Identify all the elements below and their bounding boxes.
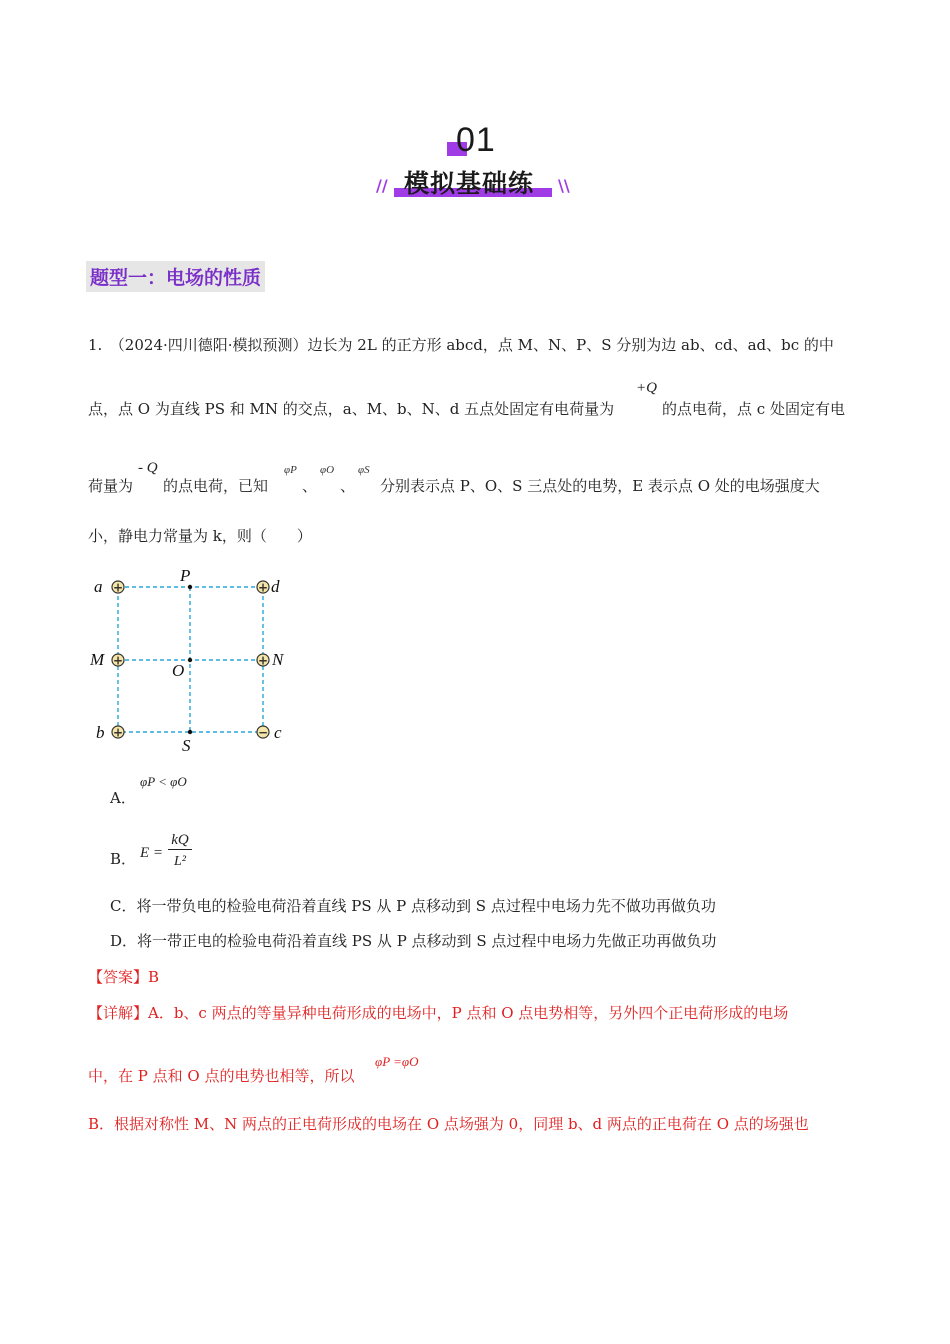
label-n: N [272,650,284,669]
label-o: O [172,661,185,680]
option-b-denominator: L² [174,854,186,869]
charge-d [257,581,269,595]
left-decoration: // [376,176,388,195]
option-c: C．将一带负电的检验电荷沿着直线 PS 从 P 点移动到 S 点过程中电场力先不做功再做负功 [110,897,716,915]
option-a-label: A． [110,789,136,807]
svg-text:+: + [112,580,124,595]
label-p: P [180,566,191,585]
charge-a [112,581,124,595]
option-b-numerator: kQ [168,831,192,850]
option-a-formula: φP < φO [140,774,187,789]
detail-line-1: 【详解】A．b、c 两点的等量异种电荷形成的电场中，P 点和 O 点电势相等，另外四个正电荷形成的电场 [88,1004,789,1022]
svg-text:+: + [257,653,269,668]
phi-o-symbol: φO [320,464,335,476]
label-s: S [182,736,191,755]
svg-text:+: + [112,653,124,668]
charge-m [112,654,124,668]
section-number: 01 [456,121,496,159]
svg-text:+: + [112,725,124,740]
label-d: d [271,577,280,596]
section-heading: 题型一：电场的性质 [86,261,265,292]
detail-formula: φP =φO [375,1054,419,1069]
label-m: M [90,650,105,669]
label-b: b [96,723,105,742]
separator-2: 、 [340,477,356,495]
charge-minus-q: - Q [138,460,158,476]
charge-c [257,726,269,740]
option-d: D．将一带正电的检验电荷沿着直线 PS 从 P 点移动到 S 点过程中电场力先做正功再做负功 [110,932,717,950]
question-line-2: 点，点 O 为直线 PS 和 MN 的交点，a、M、b、N、d 五点处固定有电荷量为 [88,400,615,418]
phi-p-symbol: φP [284,464,297,476]
svg-text:+: + [257,580,269,595]
question-line-3-end: 分别表示点 P、O、S 三点处的电势，E 表示点 O 处的电场强度大 [380,477,820,495]
phi-s-symbol: φS [358,464,370,476]
question-line-1: 1. （2024·四川德阳·模拟预测）边长为 2L 的正方形 abcd，点 M、N、P、S 分别为边 ab、cd、ad、bc 的中 [88,336,834,354]
question-line-3: 荷量为 [88,477,134,495]
question-line-2-end: 的点电荷，点 c 处固定有电 [662,400,845,418]
square-charge-diagram [86,565,296,760]
charge-b [112,726,124,740]
detail-line-2: 中，在 P 点和 O 点的电势也相等，所以 [88,1067,355,1085]
point-o-dot [188,658,192,662]
svg-text:−: − [257,725,269,740]
label-c: c [274,723,282,742]
charge-plus-q: +Q [636,380,657,396]
separator-1: 、 [302,477,318,495]
point-p-dot [188,585,192,589]
detail-line-3: B．根据对称性 M、N 两点的正电荷形成的电场在 O 点场强为 0，同理 b、d 两点的正电荷在 O 点的场强也 [88,1115,809,1133]
right-decoration: \\ [558,176,570,195]
label-a: a [94,577,103,596]
option-b-lhs: E = [140,845,164,861]
point-s-dot [188,730,192,734]
page-title: 模拟基础练 [404,169,535,198]
question-line-3-mid: 的点电荷，已知 [163,477,269,495]
question-line-4: 小，静电力常量为 k，则（ ） [88,527,312,545]
charge-n [257,654,269,668]
answer-label: 【答案】B [88,968,160,986]
option-b-label: B． [110,850,137,868]
